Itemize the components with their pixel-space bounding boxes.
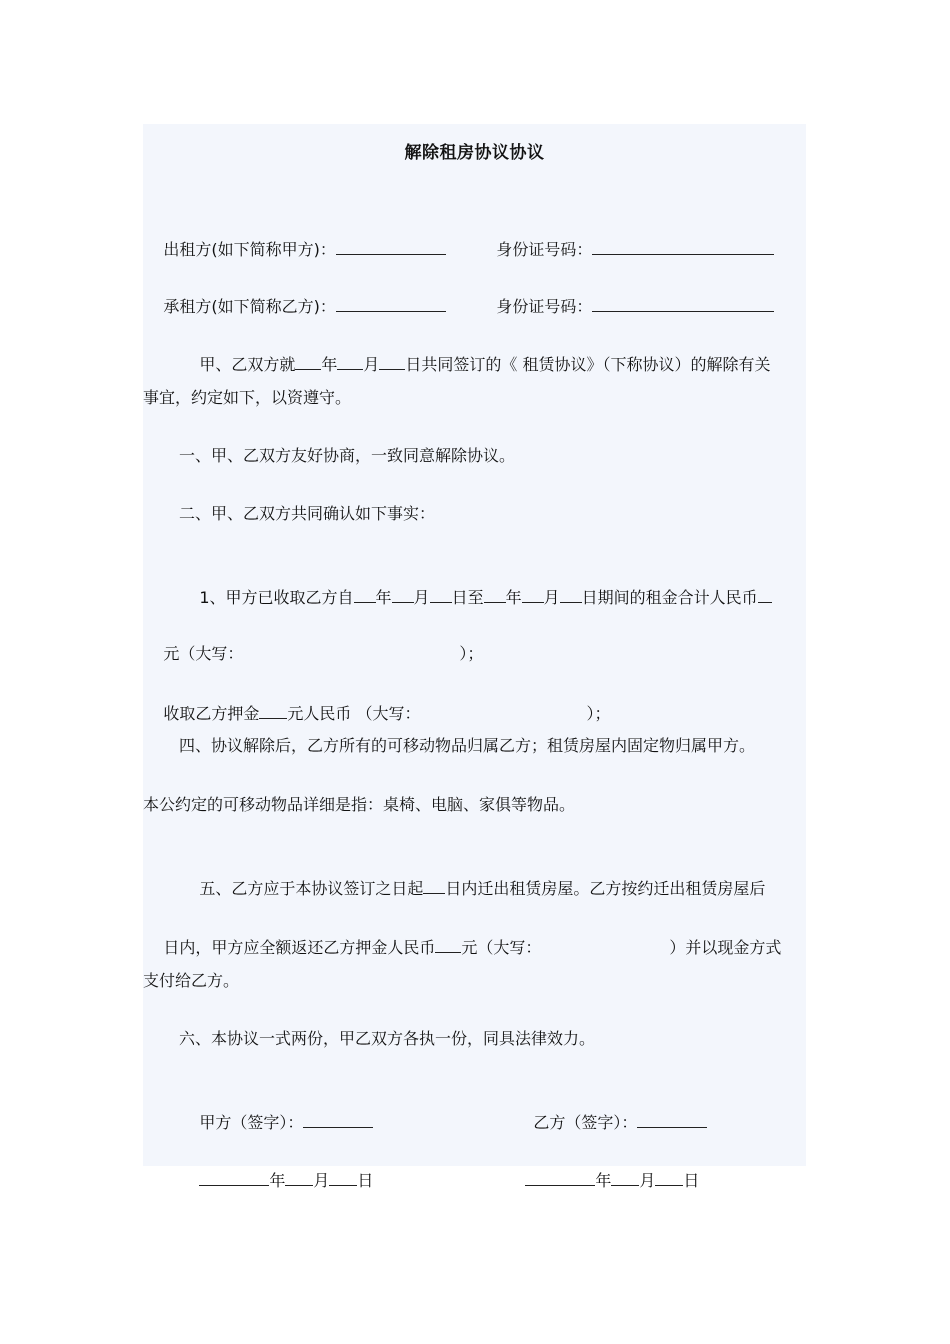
blank [655,1167,683,1186]
date-year: 年 [595,1171,612,1190]
blank [423,875,445,894]
intro-text: 甲、乙双方就 [199,355,296,374]
blank [295,351,321,370]
party-b-sign-label: 乙方（签字）： [533,1113,638,1132]
clause-2: 二、甲、乙双方共同确认如下事实： [179,504,436,523]
clause-1: 一、甲、乙双方友好协商，一致同意解除协议。 [179,446,516,465]
blank [337,351,363,370]
date-day: 日 [683,1171,700,1190]
deposit-end: ）； [586,704,611,723]
blank [259,700,287,719]
clause-5-text: 五、乙方应于本协议签订之日起 [199,879,424,898]
party-b-date [505,1143,699,1217]
blank [329,1167,357,1186]
item-1-year: 年 [375,588,392,607]
lessor-name-blank [336,236,446,255]
clause-5-payment-text: ）并以现金方式 [669,938,782,957]
party-a-sign-blank [303,1109,373,1128]
clause-5-amount-label: 元（大写： [461,938,542,957]
intro-year: 年 [321,355,338,374]
blank [560,584,582,603]
blank [392,584,414,603]
intro-month: 月 [363,355,380,374]
lessee-id-blank [592,293,774,312]
blank [379,351,405,370]
party-b-sign-blank [637,1109,707,1128]
deposit-text: 收取乙方押金 [163,704,260,723]
blank [354,584,376,603]
document-page [143,124,806,1190]
lessee-id-label: 身份证号码： [496,297,593,316]
date-month: 月 [639,1171,656,1190]
blank [199,1167,269,1186]
date-month: 月 [313,1171,330,1190]
document-title: 解除租房协议协议 [404,143,545,163]
item-1-month-2: 月 [543,588,560,607]
intro-text-end: 日共同签订的《 租赁协议》（下称协议）的解除有关 [405,355,771,374]
clause-5-refund-text: 日内，甲方应全额返还乙方押金人民币 [163,938,436,957]
item-1-year-2: 年 [505,588,522,607]
date-year: 年 [269,1171,286,1190]
blank [435,934,461,953]
blank [611,1167,639,1186]
party-a-sign-label: 甲方（签字）： [199,1113,304,1132]
item-1-text-end: 日期间的租金合计人民币 [581,588,758,607]
intro-line-2: 事宜，约定如下，以资遵守。 [143,388,352,407]
lessee-label: 承租方(如下简称乙方)： [163,297,336,316]
lessee-name-blank [336,293,446,312]
blank [522,584,544,603]
item-1-month: 月 [413,588,430,607]
deposit-amount-label: 元人民币 （大写： [287,704,421,723]
item-1-amount-end: ）； [459,644,484,663]
lessor-label: 出租方(如下简称甲方)： [163,240,336,259]
lessor-id-label: 身份证号码： [496,240,593,259]
blank [758,584,772,603]
blank [285,1167,313,1186]
party-a-date [179,1143,373,1217]
blank [484,584,506,603]
clause-5-text-2: 日内迁出租赁房屋。乙方按约迁出租赁房屋后 [445,879,766,898]
lessor-id-blank [592,236,774,255]
clause-5-line-3: 支付给乙方。 [143,971,240,990]
clause-6: 六、本协议一式两份，甲乙双方各执一份，同具法律效力。 [179,1029,596,1048]
date-day: 日 [357,1171,374,1190]
clause-4-line-1: 四、协议解除后，乙方所有的可移动物品归属乙方；租赁房屋内固定物归属甲方。 [179,736,756,755]
blank [525,1167,595,1186]
item-1-text: 1、甲方已收取乙方自 [199,588,354,607]
item-1-day-to: 日至 [451,588,484,607]
blank [430,584,452,603]
item-1-amount-label: 元（大写： [163,644,244,663]
clause-4-line-2: 本公约定的可移动物品详细是指：桌椅、电脑、家俱等物品。 [143,795,576,814]
